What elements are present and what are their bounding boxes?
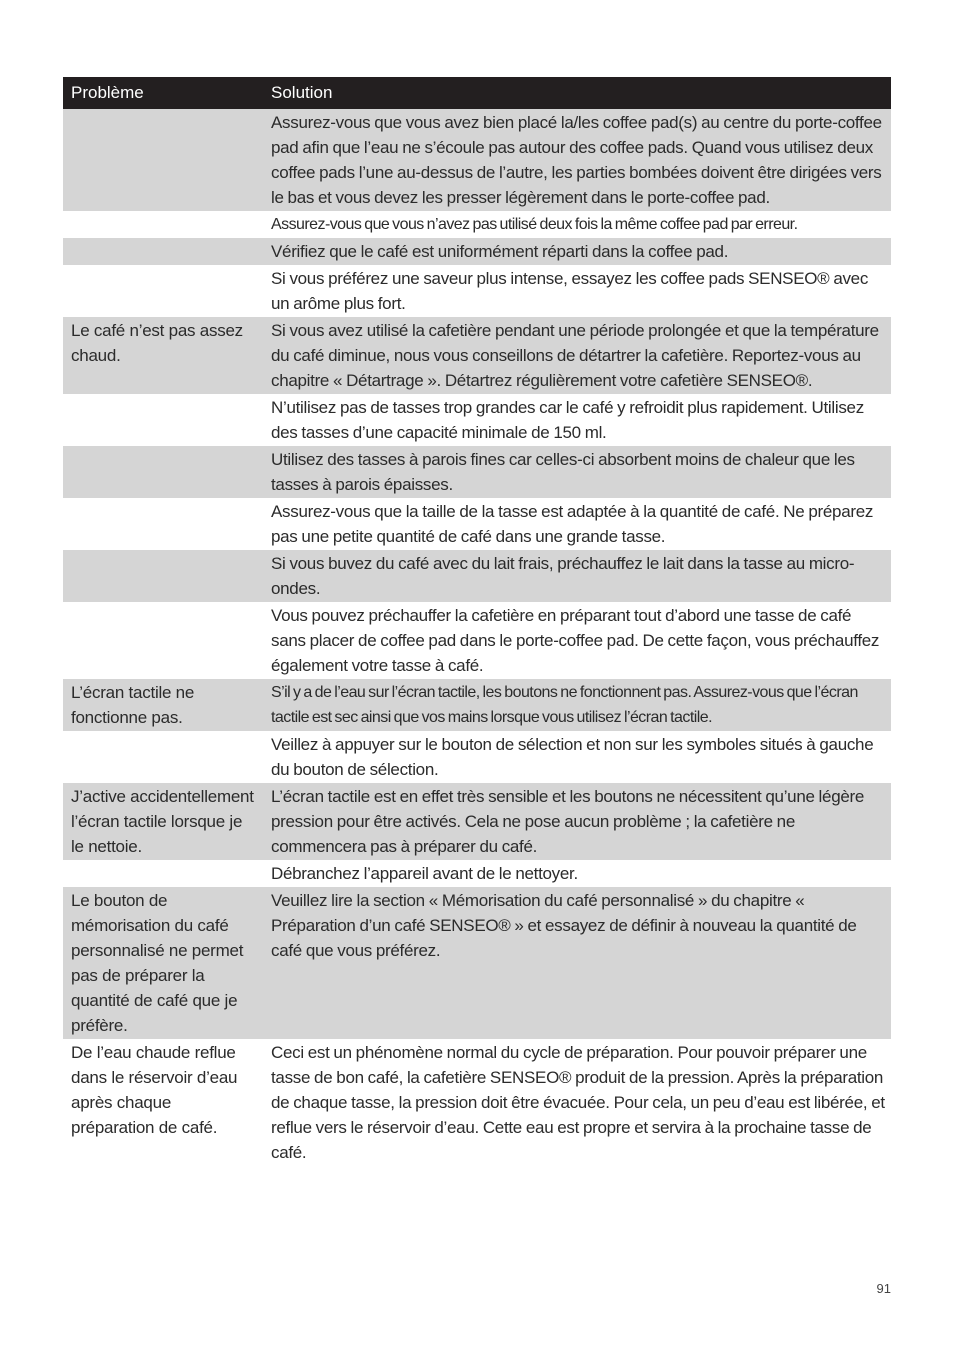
problem-cell: Le café n’est pas assez chaud. — [71, 321, 243, 365]
header-problem: Problème — [71, 83, 144, 102]
solution-cell: Si vous préférez une saveur plus intense, essayez les coffee pads SENSEO® avec un arôme plus fort. — [271, 269, 869, 313]
solution-cell: Assurez-vous que vous avez bien placé la/les coffee pad(s) au centre du porte-coffee pad afin que l’eau ne s’écoule pas autour des coffee pads. Quand vous utilisez deux coffee pads l’une au-dessus de l’autre, les parties bombées doivent être dirigées vers le bas et vous devez les presser légèrement dans le porte-coffee pad. — [271, 113, 882, 207]
table-row — [63, 602, 891, 679]
solution-cell: Si vous avez utilisé la cafetière pendant une période prolongée et que la température du café diminue, nous vous conseillons de détartrer la cafetière. Reportez-vous au chapitre « Détartrage ». Détartrez régulièrement votre cafetière SENSEO®. — [271, 321, 879, 390]
problem-cell — [63, 860, 263, 887]
problem-cell — [63, 394, 263, 446]
problem-cell: Le bouton de mémorisation du café personnalisé ne permet pas de préparer la quantité de café que je préfère. — [71, 891, 244, 1035]
table-row — [63, 550, 891, 602]
table-row — [63, 860, 891, 887]
problem-cell: De l’eau chaude reflue dans le réservoir d’eau après chaque préparation de café. — [71, 1043, 238, 1137]
problem-cell — [63, 602, 263, 679]
page-number: 91 — [876, 1281, 891, 1296]
solution-cell: Assurez-vous que vous n’avez pas utilisé deux fois la même coffee pad par erreur. — [271, 216, 798, 233]
solution-cell: Veillez à appuyer sur le bouton de sélection et non sur les symboles situés à gauche du bouton de sélection. — [271, 735, 874, 779]
solution-cell: Veuillez lire la section « Mémorisation du café personnalisé » du chapitre « Préparation d’un café SENSEO® » et essayez de définir à nouveau la quantité de café que vous préférez. — [271, 891, 857, 960]
solution-cell: L’écran tactile est en effet très sensible et les boutons ne nécessitent qu’une légère pression pour être activés. Cela ne pose aucun problème ; la cafetière ne commencera pas à préparer du café. — [271, 787, 865, 856]
problem-cell — [63, 498, 263, 550]
table-row — [63, 498, 891, 550]
solution-cell: Assurez-vous que la taille de la tasse est adaptée à la quantité de café. Ne préparez pas une petite quantité de café dans une grande tasse. — [271, 502, 874, 546]
troubleshooting-table — [63, 77, 891, 1166]
problem-cell — [63, 238, 263, 265]
table-row — [63, 238, 891, 265]
solution-cell: Vérifiez que le café est uniformément réparti dans la coffee pad. — [271, 242, 729, 261]
table-row — [63, 1039, 891, 1166]
table-row — [63, 446, 891, 498]
problem-cell: J’active accidentellement l’écran tactile lorsque je le nettoie. — [71, 787, 254, 856]
table-row — [63, 887, 891, 1039]
problem-cell — [63, 446, 263, 498]
table-row — [63, 109, 891, 211]
header-solution: Solution — [271, 83, 333, 102]
problem-cell — [63, 731, 263, 783]
table-header — [63, 77, 891, 109]
problem-cell — [63, 265, 263, 317]
table-row — [63, 211, 891, 238]
problem-cell — [63, 550, 263, 602]
table-row — [63, 265, 891, 317]
table-row — [63, 731, 891, 783]
solution-cell: N’utilisez pas de tasses trop grandes car le café y refroidit plus rapidement. Utilisez des tasses d’une capacité minimale de 150 ml. — [271, 398, 864, 442]
table-row — [63, 679, 891, 731]
problem-cell — [63, 211, 263, 238]
problem-cell — [63, 109, 263, 211]
table-row — [63, 317, 891, 394]
solution-cell: Ceci est un phénomène normal du cycle de préparation. Pour pouvoir préparer une tasse de bon café, la cafetière SENSEO® produit de la pression. Après la préparation de chaque tasse, la pression doit être évacuée. Pour cela, un peu d’eau est libérée, et reflue vers le réservoir d’eau. Cette eau est propre et servira à la prochaine tasse de café. — [271, 1043, 885, 1162]
solution-cell: S’il y a de l’eau sur l’écran tactile, les boutons ne fonctionnent pas. Assurez-vous que l’écran tactile est sec ainsi que vos mains lorsque vous utilisez l’écran tactile. — [271, 684, 858, 726]
solution-cell: Débranchez l’appareil avant de le nettoyer. — [271, 864, 578, 883]
problem-cell: L’écran tactile ne fonctionne pas. — [71, 683, 195, 727]
solution-cell: Si vous buvez du café avec du lait frais, préchauffez le lait dans la tasse au micro-ondes. — [271, 554, 855, 598]
solution-cell: Utilisez des tasses à parois fines car celles-ci absorbent moins de chaleur que les tasses à parois épaisses. — [271, 450, 855, 494]
solution-cell: Vous pouvez préchauffer la cafetière en préparant tout d’abord une tasse de café sans placer de coffee pad dans le porte-coffee pad. De cette façon, vous préchauffez également votre tasse à café. — [271, 606, 880, 675]
table-row — [63, 783, 891, 860]
table-row — [63, 394, 891, 446]
